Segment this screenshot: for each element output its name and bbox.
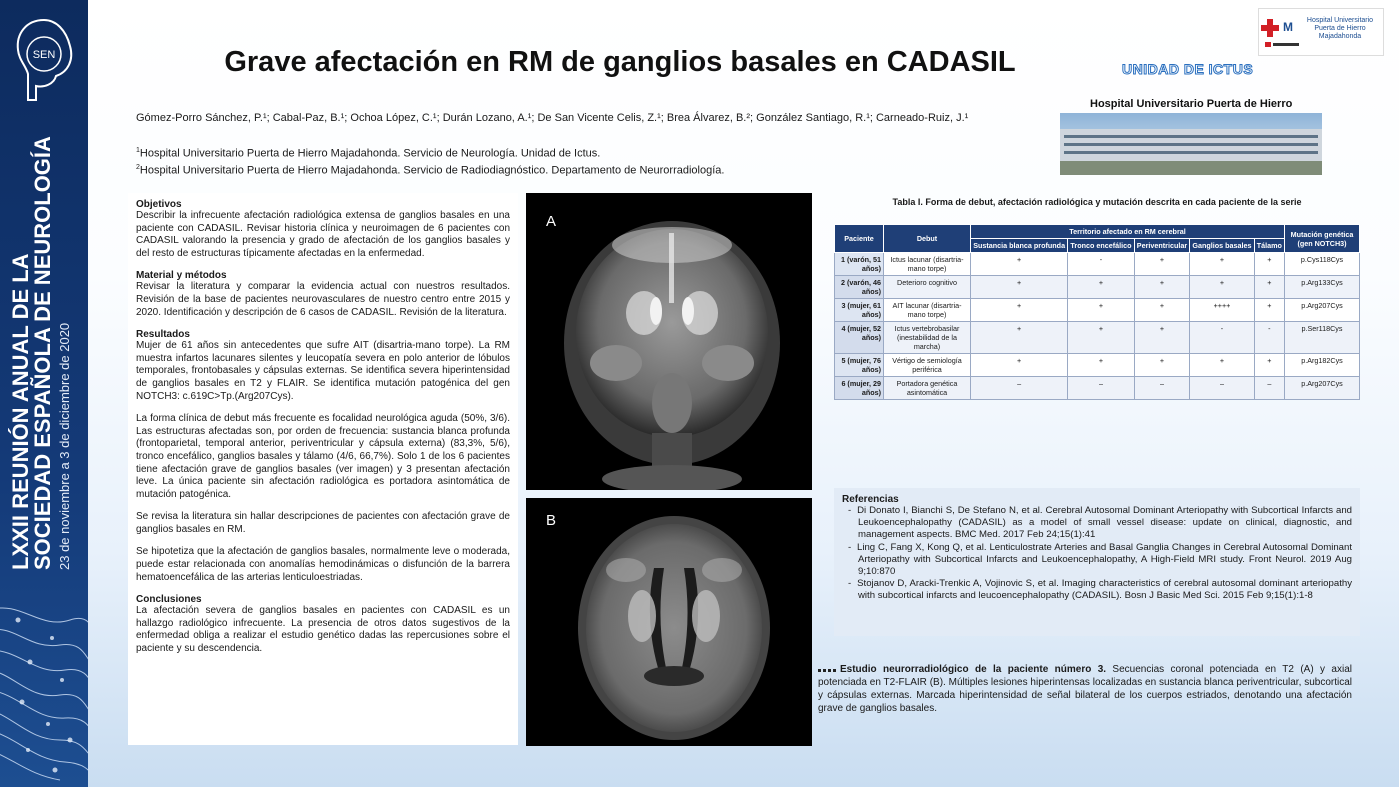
cell-debut: Deterioro cognitivo <box>884 276 971 299</box>
reference-item: - Stojanov D, Aracki-Trenkic A, Vojinovic S, et al. Imaging characteristics of cerebral autosomal dominant arteriopathy with subcortical infarcts and leucoencephalopathy (CADASIL). Bosn J Basic Med Sci. 2015 Feb 9;15(1):1-8 <box>848 578 1352 602</box>
objetivos-text: Describir la infrecuente afectación radiológica extensa de ganglios basales en una paciente con CADASIL. Revisar historia clínica y neuroimagen de 6 pacientes con CADASIL valorando la presencia y grado de afectación de los ganglios basales y del resto de estructuras típicamente afectadas en la enfermedad. <box>136 210 510 259</box>
cell-debut: Ictus lacunar (disartria-mano torpe) <box>884 253 971 276</box>
cell-value: - <box>1068 253 1134 276</box>
th-sub-ganglios: Ganglios basales <box>1190 239 1254 253</box>
hospital-logo-text: Hospital Universitario Puerta de Hierro Majadahonda <box>1306 17 1374 40</box>
mri-b-label: B <box>546 512 557 529</box>
table-row <box>835 253 1360 276</box>
cell-value: - <box>1190 322 1254 354</box>
cell-value: + <box>1190 354 1254 377</box>
table-row <box>835 377 1360 400</box>
th-sub-sustancia: Sustancia blanca profunda <box>971 239 1068 253</box>
reference-item: - Ling C, Fang X, Kong Q, et al. Lenticulostrate Arteries and Basal Ganglia Changes in Cerebral Autosomal Dominant Arteriopathy with Subcortical Infarcts and Leukoencephalopathy, A High-Field MRI study. Front Neurol. 2019 Aug 9;10:870 <box>848 541 1352 578</box>
cell-value: + <box>1134 322 1190 354</box>
metodos-title: Material y métodos <box>136 270 227 282</box>
cell-value: + <box>1190 253 1254 276</box>
mri-image-a <box>526 193 812 490</box>
affiliation-2-text: Hospital Universitario Puerta de Hierro Majadahonda. Servicio de Radiodiagnóstico. Departamento de Neurorradiología. <box>139 164 725 177</box>
table-row <box>835 354 1360 377</box>
cell-paciente: 1 (varón, 51 años) <box>835 253 884 276</box>
cell-debut: Ictus vertebrobasilar (inestabilidad de la marcha) <box>884 322 971 354</box>
metodos-text: Revisar la literatura y comparar la evidencia actual con nuestros resultados. Revisión de la base de pacientes neurovasculares de nuestro centro entre 2015 y 2020. Identificación y descripción de 6 casos de CADASIL. Revisión de la literatura. <box>136 281 510 318</box>
cell-value: – <box>971 377 1068 400</box>
cell-value: + <box>1254 354 1284 377</box>
cell-paciente: 6 (mujer, 29 años) <box>835 377 884 400</box>
reference-item: - Di Donato I, Bianchi S, De Stefano N, et al. Cerebral Autosomal Dominant Arteriopathy with Subcortical Infarcts and Leukoencephalopathy (CADASIL) as a model of small vessel disease: update on clinical, diagnostic, and management aspects. BMC Med. 2017 Feb 24;15(1):41 <box>848 505 1353 541</box>
mri-coronal-graphic <box>526 193 812 490</box>
cell-value: + <box>1134 299 1190 322</box>
cell-value: + <box>1134 354 1190 377</box>
affiliation-1 <box>136 147 600 160</box>
sidebar-line-3: 23 de noviembre a 3 de diciembre de 2020 <box>57 322 72 570</box>
affiliation-2 <box>136 164 724 177</box>
cell-mutacion: p.Arg207Cys <box>1285 299 1360 322</box>
sen-logo-text: SEN <box>32 49 56 61</box>
reference-3-text: Stojanov D, Aracki-Trenkic A, Vojinovic S, et al. Imaging characteristics of cerebral autosomal dominant arteriopathy with subcortical infarcts and leucoencephalopathy (CADASIL). Bosn J Basic Med Sci. 2015 Feb 9;15(1):1-8 <box>857 578 1352 602</box>
cell-paciente: 3 (mujer, 61 años) <box>835 299 884 322</box>
cell-paciente: 4 (mujer, 52 años) <box>835 322 884 354</box>
cell-value: + <box>1254 253 1284 276</box>
cell-value: + <box>971 276 1068 299</box>
cell-mutacion: p.Cys118Cys <box>1285 253 1360 276</box>
th-paciente: Paciente <box>835 225 884 253</box>
table-row <box>835 299 1360 322</box>
cell-paciente: 5 (mujer, 76 años) <box>835 354 884 377</box>
cell-debut: AIT lacunar (disartria-mano torpe) <box>884 299 971 322</box>
figure-caption-bold: Estudio neurorradiológico de la paciente número 3. <box>840 664 1107 675</box>
cell-value: + <box>971 299 1068 322</box>
affiliation-1-number: 1 <box>136 147 140 154</box>
cell-value: + <box>971 322 1068 354</box>
cell-value: + <box>971 253 1068 276</box>
cell-value: ++++ <box>1190 299 1254 322</box>
sidebar-line-1: LXXII REUNIÓN ANUAL DE LA <box>8 253 33 570</box>
sidebar-line-2: SOCIEDAD ESPAÑOLA DE NEUROLOGÍA <box>30 136 55 570</box>
objetivos-title: Objetivos <box>136 199 182 210</box>
mri-image-b <box>526 498 812 746</box>
affiliation-1-text: Hospital Universitario Puerta de Hierro Majadahonda. Servicio de Neurología. Unidad de Ictus. <box>139 147 601 160</box>
resultados-text-3: Se revisa la literatura sin hallar descripciones de pacientes con afectación grave de ganglios basales en RM. <box>136 511 510 535</box>
cell-value: – <box>1134 377 1190 400</box>
cell-value: + <box>1068 322 1134 354</box>
cell-mutacion: p.Arg182Cys <box>1285 354 1360 377</box>
resultados-text-2: La forma clínica de debut más frecuente es focalidad neurológica aguda (50%, 3/6). Las estructuras afectadas son, por orden de frecuencia: sustancia blanca profunda (frontoparietal, temporal anterior, periventricular y cápsula externa) (83,3%, 5/6), tronco encefálico, ganglios basales y tálamo (4/6, 66,7%). Solo 1 de los 6 pacientes tiene afectación grave de ganglios basales (ver imagen) y 3 presentan afectación leve. La única paciente sin afectación radiológica es portadora asintomática de mutación patogénica. <box>136 413 510 500</box>
reference-1-text: Di Donato I, Bianchi S, De Stefano N, et al. Cerebral Autosomal Dominant Arteriopathy with Subcortical Infarcts and Leukoencephalopathy (CADASIL) as a model of small vessel disease: update on clinical, diagnostic, and management aspects. BMC Med. 2017 Feb 24;15(1):41 <box>857 505 1353 541</box>
th-debut: Debut <box>884 225 971 253</box>
resultados-text-4: Se hipotetiza que la afectación de ganglios basales, normalmente leve o moderada, puede estar relacionada con anomalías hemodinámicas o disfunción de la barrera hematoencefálica de las arterias lenticuloestriadas. <box>136 546 510 583</box>
cell-debut: Vértigo de semiología periférica <box>884 354 971 377</box>
cell-mutacion: p.Arg133Cys <box>1285 276 1360 299</box>
mri-a-label: A <box>546 213 557 230</box>
cell-value: + <box>1068 299 1134 322</box>
cell-value: + <box>1068 354 1134 377</box>
cell-value: + <box>971 354 1068 377</box>
cell-value: + <box>1134 276 1190 299</box>
cell-value: - <box>1254 322 1284 354</box>
cell-mutacion: p.Arg207Cys <box>1285 377 1360 400</box>
cell-value: – <box>1254 377 1284 400</box>
sidebar <box>0 0 88 787</box>
table-caption: Tabla I. Forma de debut, afectación radiológica y mutación descrita en cada paciente de la serie <box>892 197 1302 207</box>
neuron-illustration <box>0 590 88 787</box>
cell-value: – <box>1068 377 1134 400</box>
th-sub-periventricular: Periventricular <box>1134 239 1190 253</box>
reference-2-text: Ling C, Fang X, Kong Q, et al. Lenticulostrate Arteries and Basal Ganglia Changes in Cerebral Autosomal Dominant Arteriopathy with Subcortical Infarcts and Leukoencephalopathy, A High-Field MRI study. Front Neurol. 2019 Aug 9;10:870 <box>856 541 1352 578</box>
authors: Gómez-Porro Sánchez, P.¹; Cabal-Paz, B.¹; Ochoa López, C.¹; Durán Lozano, A.¹; De San Vicente Celis, Z.¹; Brea Álvarez, B.²; González Santiago, R.¹; Carneado-Ruiz, J.¹ <box>136 112 969 124</box>
cell-value: + <box>1068 276 1134 299</box>
cell-value: + <box>1134 253 1190 276</box>
th-territorio: Territorio afectado en RM cerebral <box>971 225 1285 239</box>
affiliation-2-number: 2 <box>136 164 140 171</box>
hospital-logo <box>1258 8 1384 56</box>
cell-debut: Portadora genética asintomática <box>884 377 971 400</box>
cell-mutacion: p.Ser118Cys <box>1285 322 1360 354</box>
table-row <box>835 276 1360 299</box>
hospital-name: Hospital Universitario Puerta de Hierro <box>1090 98 1293 110</box>
cell-paciente: 2 (varón, 46 años) <box>835 276 884 299</box>
resultados-text-1: Mujer de 61 años sin antecedentes que sufre AIT (disartria-mano torpe). La RM muestra infartos lacunares silentes y leucopatía severa en polo anterior de lóbulos temporales, frontobasales y cápsulas externas. Se identifica severa hiperintensidad de ganglios basales en T2 y FLAIR. Se identifica mutación patogénica del gen NOTCH3: c.619C>Tp.(Arg207Cys). <box>136 340 510 402</box>
cell-value: + <box>1190 276 1254 299</box>
sen-logo <box>8 14 80 106</box>
figure-caption <box>818 663 1352 715</box>
conclusiones-text: La afectación severa de ganglios basales en pacientes con CADASIL es un hallazgo radiológico infrecuente. La presencia de otros datos sugestivos de la enfermedad obliga a realizar el estudio genético dadas las repercusiones sobre el paciente y su descendencia. <box>136 605 510 655</box>
results-table <box>834 224 1360 400</box>
svg-text:M: M <box>1283 20 1293 34</box>
resultados-title: Resultados <box>136 329 190 341</box>
references-panel <box>834 488 1360 636</box>
references-title: Referencias <box>842 494 899 505</box>
conclusiones-title: Conclusiones <box>136 594 202 606</box>
figure-caption-text: Secuencias coronal potenciada en T2 (A) y axial potenciada en T2-FLAIR (B). Múltiples lesiones hiperintensas localizadas en sustancia blanca periventricular, subcortical y cápsulas externas. Marcada hiperintensidad de señal bilateral de los cuerpos estriados, denotando una afectación grave de ganglios basales. <box>818 664 1352 714</box>
poster-title: Grave afectación en RM de ganglios basales en CADASIL <box>224 46 1016 78</box>
hospital-photo <box>1060 113 1322 175</box>
th-sub-talamo: Tálamo <box>1254 239 1284 253</box>
cell-value: + <box>1254 276 1284 299</box>
mri-axial-graphic <box>526 498 812 746</box>
th-sub-tronco: Tronco encefálico <box>1068 239 1134 253</box>
table-row <box>835 322 1360 354</box>
th-mutacion: Mutación genética (gen NOTCH3) <box>1285 225 1360 253</box>
cell-value: + <box>1254 299 1284 322</box>
unidad-ictus-logo: UNIDAD DE ICTUS <box>1122 61 1254 77</box>
text-panel <box>128 193 518 745</box>
cell-value: – <box>1190 377 1254 400</box>
